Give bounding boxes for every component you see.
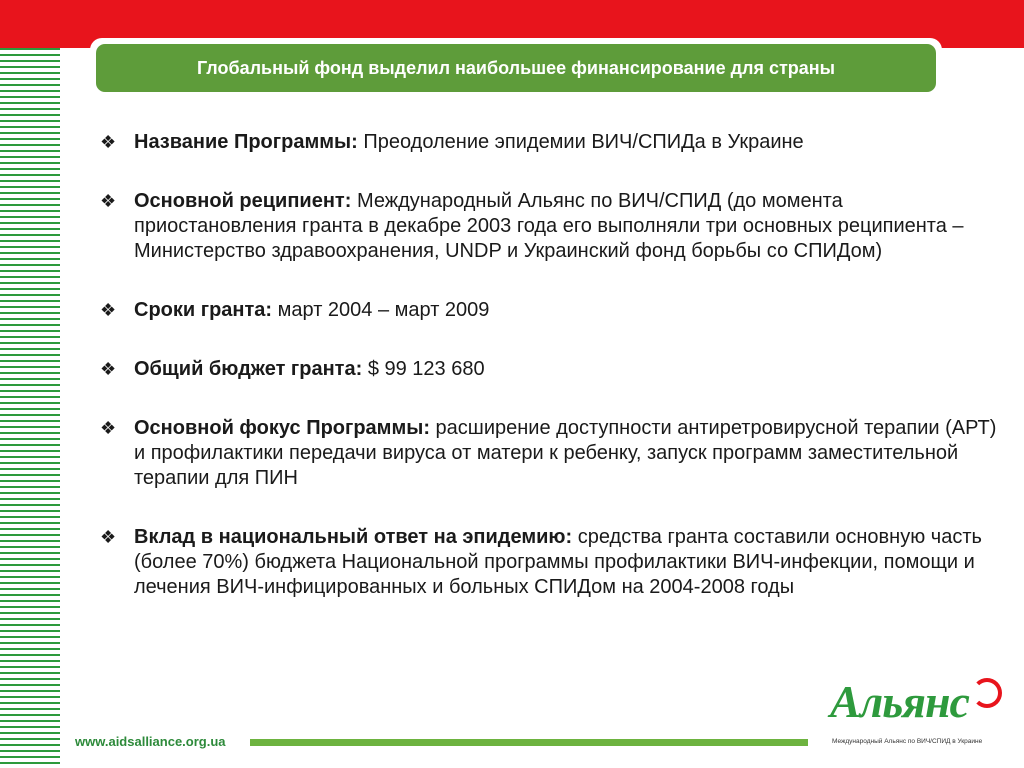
left-striped-border <box>0 48 60 768</box>
item-label: Сроки гранта: <box>134 299 273 321</box>
item-value: март 2004 – март 2009 <box>272 299 490 321</box>
list-item-program-focus <box>100 416 1000 491</box>
alliance-logo <box>830 672 1000 752</box>
item-label: Название Программы: <box>134 131 358 153</box>
item-value: Преодоление эпидемии ВИЧ/СПИДа в Украине <box>357 131 804 153</box>
list-item-principal-recipient <box>100 189 1000 264</box>
item-value: средства гранта составили основную часть (более 70%) бюджета Национальной программы профилактики ВИЧ-инфекции, помощи и лечения ВИЧ-инфицированных и больных СПИДом на 2004-2008 годы <box>134 526 982 598</box>
item-value: Международный Альянс по ВИЧ/СПИД (до момента приостановления гранта в декабре 2003 года его выполняли три основных реципиента – Министерство здравоохранения, UNDP и Украинский фонд борьбы со СПИДом) <box>134 190 964 262</box>
diamond-bullet-icon: ❖ <box>100 527 117 547</box>
list-item-grant-period <box>100 298 1000 323</box>
logo-caption: Международный Альянс по ВИЧ/СПИД в Украине <box>832 738 983 745</box>
item-label: Основной реципиент: <box>134 190 352 212</box>
item-value: $ 99 123 680 <box>362 358 485 380</box>
swirl-icon <box>972 678 1002 708</box>
item-label: Общий бюджет гранта: <box>134 358 363 380</box>
item-text <box>134 298 1000 323</box>
footer-url-link[interactable]: www.aidsalliance.org.ua <box>75 734 226 749</box>
item-text <box>134 130 1000 155</box>
diamond-bullet-icon: ❖ <box>100 359 117 379</box>
bullet-list <box>100 130 1000 634</box>
diamond-bullet-icon: ❖ <box>100 300 117 320</box>
item-text <box>134 416 1000 491</box>
list-item-program-name <box>100 130 1000 155</box>
diamond-bullet-icon: ❖ <box>100 132 117 152</box>
diamond-bullet-icon: ❖ <box>100 418 117 438</box>
item-value: расширение доступности антиретровирусной терапии (АРТ) и профилактики передачи вируса от матери к ребенку, запуск программ заместительной терапии для ПИН <box>134 417 997 489</box>
list-item-national-contribution <box>100 525 1000 600</box>
item-label: Вклад в национальный ответ на эпидемию: <box>134 526 573 548</box>
diamond-bullet-icon: ❖ <box>100 191 117 211</box>
list-item-total-budget <box>100 357 1000 382</box>
slide-title: Глобальный фонд выделил наибольшее финансирование для страны <box>96 44 936 92</box>
item-text <box>134 357 1000 382</box>
logo-wordmark: Альянс <box>830 676 969 727</box>
item-text <box>134 189 1000 264</box>
footer-divider <box>250 739 808 746</box>
item-label: Основной фокус Программы: <box>134 417 430 439</box>
item-text <box>134 525 1000 600</box>
